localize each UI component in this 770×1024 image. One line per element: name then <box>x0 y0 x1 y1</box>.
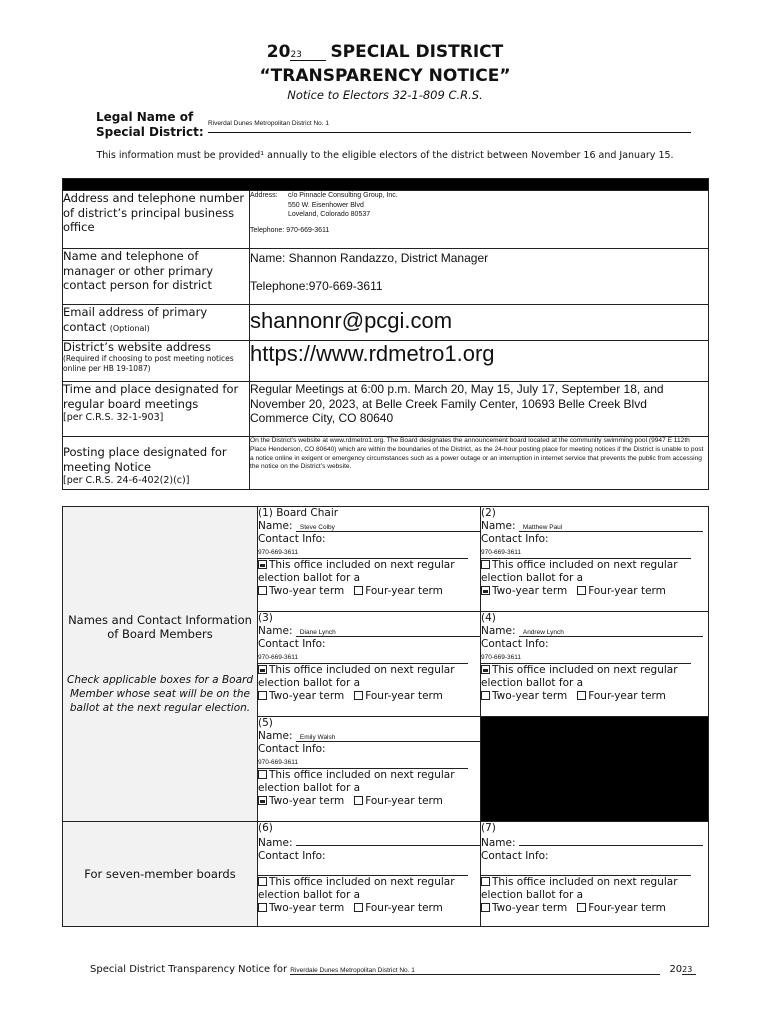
table-header-bar <box>63 179 709 191</box>
name-key: Name: <box>481 520 516 533</box>
ballot-text-2: election ballot for a <box>481 571 584 584</box>
two-year-label: Two-year term <box>492 902 568 915</box>
member-name-field[interactable]: Emily Walsh <box>296 731 480 742</box>
ballot-text: This office included on next regular <box>492 875 678 888</box>
member-header: (5) <box>258 717 273 729</box>
name-key: Name: <box>258 625 293 638</box>
board-info-title: Names and Contact Information of Board Members <box>68 613 252 641</box>
ballot-checkbox[interactable] <box>258 877 267 886</box>
footer-year-field[interactable]: 23 <box>682 965 696 975</box>
member-header: (7) <box>481 822 496 834</box>
manager-name: Name: Shannon Randazzo, District Manager <box>250 251 489 265</box>
website-label-text: District’s website address <box>63 340 211 354</box>
footer-year-prefix: 20 <box>669 964 683 975</box>
four-year-checkbox[interactable] <box>354 903 363 912</box>
board-info-label <box>63 507 258 822</box>
board-member-6[interactable] <box>258 822 481 927</box>
two-year-label: Two-year term <box>269 902 345 915</box>
two-year-checkbox[interactable] <box>481 691 490 700</box>
manager-value[interactable] <box>250 249 709 305</box>
address-value[interactable] <box>250 191 709 249</box>
member-name-field[interactable]: Steve Colby <box>296 521 480 532</box>
four-year-label: Four-year term <box>588 902 666 915</box>
board-member-2[interactable] <box>481 507 709 612</box>
name-key: Name: <box>258 730 293 743</box>
member-header: (2) <box>481 507 496 519</box>
contact-key: Contact Info: <box>258 743 326 756</box>
member-header: (6) <box>258 822 273 834</box>
two-year-label: Two-year term <box>269 690 345 703</box>
four-year-checkbox[interactable] <box>577 903 586 912</box>
legal-label-line2: Special District: <box>96 125 204 139</box>
member-header: (4) <box>481 612 496 624</box>
two-year-label: Two-year term <box>269 795 345 808</box>
email-label <box>63 305 250 341</box>
unused-seat-block <box>481 717 709 822</box>
ballot-checkbox[interactable] <box>258 770 267 779</box>
title-text: SPECIAL DISTRICT <box>330 42 504 62</box>
meetings-label-text: Time and place designated for regular board meetings <box>63 382 239 411</box>
district-info-table <box>62 178 709 490</box>
posting-label-text: Posting place designated for meeting Notice <box>63 445 227 474</box>
page-footer <box>90 964 696 975</box>
ballot-text-2: election ballot for a <box>481 676 584 689</box>
ballot-text-2: election ballot for a <box>258 888 361 901</box>
name-key: Name: <box>258 520 293 533</box>
manager-label: Name and telephone of manager or other primary contact person for district <box>63 249 250 305</box>
posting-value[interactable]: On the District’s website at www.rdmetro1.org. The Board designates the announcement board located at the community swimming pool (9947 E 112th Place Henderson, CO 80640) which are within the boundaries of the District, as the 24-hour posting place for meeting notices if the District is unable to post a notice online in exigent or emergency circumstances such as a power outage or an interruption in internet service that prevents the public from accessing the notice on the District’s website. <box>250 437 709 490</box>
telephone-value: 970-669-3611 <box>286 226 330 234</box>
ballot-text: This office included on next regular <box>269 558 455 571</box>
meetings-cite: [per C.R.S. 32-1-903] <box>63 412 164 423</box>
four-year-checkbox[interactable] <box>354 796 363 805</box>
member-name-field[interactable] <box>296 835 480 846</box>
member-contact-field[interactable]: 970-669-3611 <box>481 652 691 664</box>
email-optional-note: (Optional) <box>109 323 150 333</box>
member-name-field[interactable]: Matthew Paul <box>519 521 703 532</box>
email-value[interactable]: shannonr@pcgi.com <box>250 305 709 341</box>
ballot-text-2: election ballot for a <box>258 676 361 689</box>
posting-label <box>63 437 250 490</box>
four-year-label: Four-year term <box>365 902 443 915</box>
contact-key: Contact Info: <box>258 850 326 863</box>
address-line1: c/o Pinnacle Consulting Group, Inc. <box>288 192 398 199</box>
email-label-text: Email address of primary contact <box>63 305 208 334</box>
contact-key: Contact Info: <box>481 638 549 651</box>
title-year-field[interactable]: 23 <box>290 50 326 61</box>
member-contact-field[interactable]: 970-669-3611 <box>481 547 691 559</box>
seven-member-label: For seven-member boards <box>63 822 258 927</box>
meetings-value[interactable]: Regular Meetings at 6:00 p.m. March 20, May 15, July 17, September 18, and November 20, 2023, at Belle Creek Family Center, 10693 Belle Creek Blvd Commerce City, CO 80640 <box>250 382 709 437</box>
contact-key: Contact Info: <box>258 638 326 651</box>
two-year-label: Two-year term <box>492 690 568 703</box>
ballot-text-2: election ballot for a <box>481 888 584 901</box>
member-contact-field[interactable]: 970-669-3611 <box>258 757 468 769</box>
two-year-checkbox[interactable] <box>481 586 490 595</box>
two-year-checkbox[interactable] <box>258 903 267 912</box>
contact-key: Contact Info: <box>258 533 326 546</box>
website-note: (Required if choosing to post meeting notices online per HB 19-1087) <box>63 354 234 373</box>
legal-name-field[interactable]: Riverdal Dunes Metropolitan District No. 1 <box>208 120 691 133</box>
manager-telephone: Telephone:970-669-3611 <box>250 279 383 293</box>
two-year-checkbox[interactable] <box>258 586 267 595</box>
ballot-text: This office included on next regular <box>269 768 455 781</box>
meetings-label <box>63 382 250 437</box>
ballot-text-2: election ballot for a <box>258 781 361 794</box>
board-info-note: Check applicable boxes for a Board Member whose seat will be on the ballot at the next regular election. <box>67 674 253 714</box>
two-year-label: Two-year term <box>492 585 568 598</box>
member-header: (3) <box>258 612 273 624</box>
ballot-checkbox[interactable] <box>481 560 490 569</box>
contact-key: Contact Info: <box>481 533 549 546</box>
ballot-text: This office included on next regular <box>492 558 678 571</box>
four-year-checkbox[interactable] <box>354 691 363 700</box>
four-year-label: Four-year term <box>365 690 443 703</box>
posting-cite: [per C.R.S. 24-6-402(2)(c)] <box>63 475 190 486</box>
address-line3: Loveland, Colorado 80537 <box>288 211 371 218</box>
form-subtitle: Notice to Electors 32-1-809 C.R.S. <box>287 88 483 102</box>
two-year-checkbox[interactable] <box>258 796 267 805</box>
four-year-checkbox[interactable] <box>577 691 586 700</box>
member-contact-field[interactable]: 970-669-3611 <box>258 547 468 559</box>
address-line2: 550 W. Eisenhower Blvd <box>288 201 364 209</box>
name-key: Name: <box>481 625 516 638</box>
legal-name-label <box>96 110 204 140</box>
title-year-prefix: 20 <box>266 42 291 62</box>
address-key: Address: <box>250 192 278 199</box>
address-label: Address and telephone number of district’s principal business office <box>63 191 250 249</box>
ballot-checkbox[interactable] <box>258 560 267 569</box>
website-label <box>63 341 250 382</box>
four-year-label: Four-year term <box>588 585 666 598</box>
contact-key: Contact Info: <box>481 850 549 863</box>
four-year-label: Four-year term <box>365 795 443 808</box>
footer-label: Special District Transparency Notice for <box>90 964 288 975</box>
provided-instructions: This information must be provided¹ annually to the eligible electors of the district between November 16 and January 15. <box>96 150 674 161</box>
footer-district-field[interactable]: Riverdale Dunes Metropolitan District No. 1 <box>290 967 660 975</box>
name-key: Name: <box>481 837 516 850</box>
four-year-label: Four-year term <box>365 585 443 598</box>
ballot-checkbox[interactable] <box>258 665 267 674</box>
telephone-key: Telephone: <box>250 226 285 234</box>
member-name-field[interactable]: Diane Lynch <box>296 626 480 637</box>
board-member-4[interactable] <box>481 612 709 717</box>
member-contact-field[interactable] <box>258 864 468 876</box>
name-key: Name: <box>258 837 293 850</box>
member-contact-field[interactable] <box>481 864 691 876</box>
ballot-checkbox[interactable] <box>481 665 490 674</box>
legal-label-line1: Legal Name of <box>96 110 194 124</box>
board-members-table <box>62 506 709 927</box>
member-name-field[interactable]: Andrew Lynch <box>519 626 703 637</box>
form-title-2: “TRANSPARENCY NOTICE” <box>259 66 511 86</box>
ballot-text: This office included on next regular <box>269 875 455 888</box>
four-year-checkbox[interactable] <box>354 586 363 595</box>
two-year-checkbox[interactable] <box>481 903 490 912</box>
two-year-checkbox[interactable] <box>258 691 267 700</box>
four-year-checkbox[interactable] <box>577 586 586 595</box>
four-year-label: Four-year term <box>588 690 666 703</box>
board-member-5[interactable] <box>258 717 481 822</box>
board-member-3[interactable] <box>258 612 481 717</box>
two-year-label: Two-year term <box>269 585 345 598</box>
ballot-text: This office included on next regular <box>492 663 678 676</box>
board-member-7[interactable] <box>481 822 709 927</box>
ballot-text-2: election ballot for a <box>258 571 361 584</box>
form-title <box>0 42 770 62</box>
website-value[interactable]: https://www.rdmetro1.org <box>250 341 709 382</box>
member-contact-field[interactable]: 970-669-3611 <box>258 652 468 664</box>
ballot-text: This office included on next regular <box>269 663 455 676</box>
member-header: (1) Board Chair <box>258 507 339 519</box>
member-name-field[interactable] <box>519 835 703 846</box>
ballot-checkbox[interactable] <box>481 877 490 886</box>
board-member-1[interactable] <box>258 507 481 612</box>
